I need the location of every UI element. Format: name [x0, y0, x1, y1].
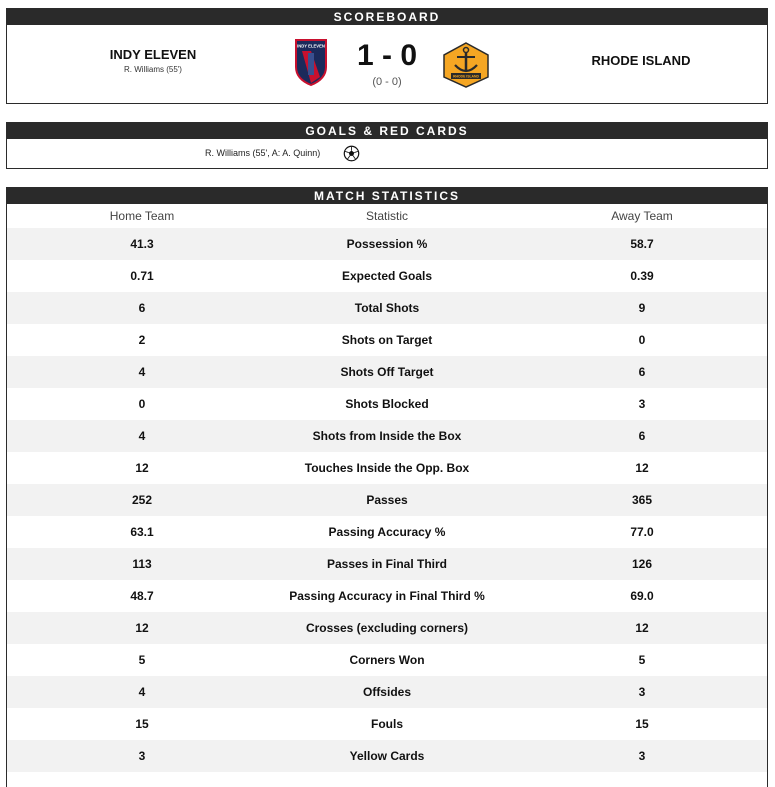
- stat-home-value: 63.1: [130, 525, 154, 539]
- stat-label: Shots Blocked: [345, 397, 429, 411]
- crest-home-text: INDY ELEVEN: [297, 43, 325, 49]
- stat-label: Fouls: [371, 717, 403, 731]
- stat-label: Total Shots: [354, 301, 420, 315]
- stat-away-value: 3: [638, 397, 646, 411]
- crest-away-text: RHODE ISLAND: [453, 74, 479, 79]
- stat-away-value: 58.7: [630, 237, 654, 251]
- stat-home-value: 4: [138, 429, 146, 443]
- stat-label: Shots on Target: [341, 333, 433, 347]
- stat-label: Possession %: [346, 237, 428, 251]
- stat-row: [7, 420, 767, 452]
- stat-row: [7, 356, 767, 388]
- goals-panel: [6, 122, 768, 169]
- stats-header: MATCH STATISTICS: [7, 188, 767, 204]
- stats-column-headers: [7, 204, 767, 228]
- goals-header: GOALS & RED CARDS: [7, 123, 767, 139]
- stat-row: [7, 612, 767, 644]
- stat-away-value: 3: [638, 685, 646, 699]
- stat-home-value: 252: [131, 493, 153, 507]
- home-goal-scorer: R. Williams (55'): [124, 65, 182, 74]
- scoreboard-header: SCOREBOARD: [7, 9, 767, 25]
- goal-event-text: R. Williams (55', A: A. Quinn): [205, 148, 321, 158]
- stat-label: Shots from Inside the Box: [312, 429, 462, 443]
- stat-row: [7, 676, 767, 708]
- stat-away-value: 12: [635, 621, 649, 635]
- column-home-team: Home Team: [109, 209, 175, 223]
- stat-label: Passing Accuracy in Final Third %: [289, 589, 485, 603]
- stat-home-value: 5: [138, 653, 146, 667]
- stat-away-value: 0.39: [630, 269, 654, 283]
- stat-row: [7, 708, 767, 740]
- stat-away-value: 69.0: [630, 589, 654, 603]
- stat-away-value: 12: [635, 461, 649, 475]
- stat-label: Passing Accuracy %: [328, 525, 446, 539]
- stat-home-value: 15: [135, 717, 149, 731]
- goal-event: [7, 139, 767, 168]
- indy-eleven-crest-icon: [293, 37, 329, 87]
- stat-home-value: 12: [135, 461, 149, 475]
- column-statistic: Statistic: [365, 209, 408, 223]
- stat-away-value: 0: [638, 333, 646, 347]
- stat-home-value: 2: [138, 333, 146, 347]
- stat-home-value: 12: [135, 621, 149, 635]
- stat-row: [7, 292, 767, 324]
- stat-home-value: 0: [138, 397, 146, 411]
- stat-row: [7, 740, 767, 772]
- stat-label: Touches Inside the Opp. Box: [304, 461, 470, 475]
- stat-home-value: 4: [138, 685, 146, 699]
- stat-label: Passes: [366, 493, 408, 507]
- stat-away-value: 6: [638, 429, 646, 443]
- stat-label: Crosses (excluding corners): [305, 621, 469, 635]
- rhode-island-crest-icon: [441, 41, 491, 89]
- stat-home-value: 6: [138, 301, 146, 315]
- home-team-name[interactable]: INDY ELEVEN: [109, 47, 197, 62]
- stat-home-value: 0.71: [130, 269, 154, 283]
- stat-away-value: 15: [635, 717, 649, 731]
- away-team-name[interactable]: RHODE ISLAND: [591, 53, 691, 68]
- stat-row: [7, 324, 767, 356]
- stat-label: Passes in Final Third: [326, 557, 448, 571]
- stat-row: [7, 580, 767, 612]
- stat-label: Offsides: [362, 685, 411, 699]
- stat-away-value: 3: [638, 749, 646, 763]
- stat-away-value: 126: [631, 557, 653, 571]
- stat-away-value: 6: [638, 365, 646, 379]
- stat-home-value: 3: [138, 749, 146, 763]
- soccer-ball-icon: [343, 145, 360, 162]
- stat-home-value: 4: [138, 365, 146, 379]
- column-away-team: Away Team: [611, 209, 673, 223]
- stat-home-value: 48.7: [130, 589, 154, 603]
- halftime-score: (0 - 0): [372, 76, 402, 88]
- stat-label: Yellow Cards: [349, 749, 425, 763]
- stat-label: Shots Off Target: [340, 365, 434, 379]
- stat-away-value: 365: [631, 493, 653, 507]
- stat-row: [7, 228, 767, 260]
- stat-home-value: 113: [132, 557, 152, 571]
- stat-home-value: 41.3: [130, 237, 154, 251]
- stat-row: [7, 452, 767, 484]
- stat-row: [7, 548, 767, 580]
- stat-label: Corners Won: [349, 653, 425, 667]
- stat-row: [7, 644, 767, 676]
- stat-label: Expected Goals: [341, 269, 433, 283]
- stat-away-value: 5: [638, 653, 646, 667]
- scoreboard-body: [7, 25, 767, 103]
- stat-row: [7, 484, 767, 516]
- stat-away-value: 77.0: [630, 525, 654, 539]
- stat-row: [7, 516, 767, 548]
- final-score: 1 - 0: [356, 39, 418, 72]
- match-statistics-panel: [6, 187, 768, 787]
- stat-row: [7, 388, 767, 420]
- stat-row: [7, 260, 767, 292]
- scoreboard-panel: [6, 8, 768, 104]
- stat-away-value: 9: [638, 301, 646, 315]
- stats-rows: [7, 228, 767, 772]
